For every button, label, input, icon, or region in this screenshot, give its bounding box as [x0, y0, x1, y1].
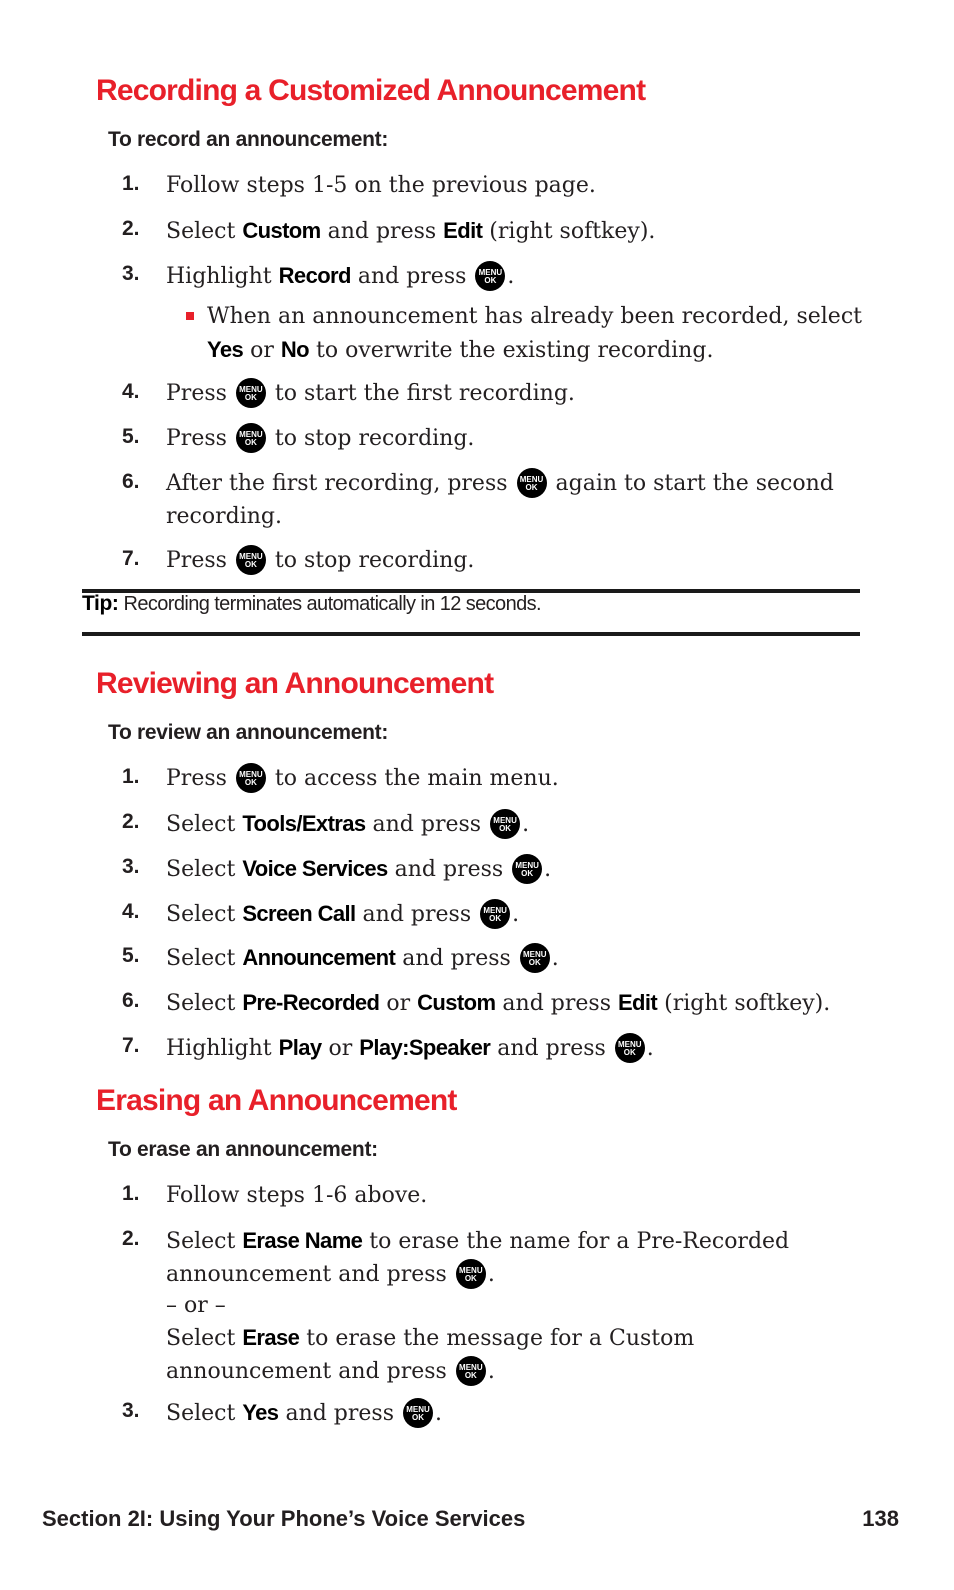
menu-ok-icon: MENU OK — [512, 854, 542, 884]
key-label: Voice Services — [242, 856, 388, 881]
tip-label: Tip: — [82, 592, 119, 615]
step-number: 6. — [122, 470, 140, 493]
step-text: again to start the second recording. — [166, 471, 834, 529]
step-text: or — [321, 1036, 360, 1061]
step-text: Select — [166, 857, 243, 882]
step-number: 4. — [122, 900, 140, 923]
step-text: Follow steps 1-6 above. — [166, 1183, 428, 1208]
key-label: Custom — [242, 218, 321, 243]
step-text: . — [522, 812, 530, 837]
step-text: and press — [320, 219, 444, 244]
step-number: 5. — [122, 944, 140, 967]
step-number: 2. — [122, 810, 140, 833]
step-text: Highlight — [166, 1036, 279, 1061]
step-number: 3. — [122, 855, 140, 878]
key-label: Yes — [207, 337, 244, 362]
key-label: No — [280, 337, 310, 362]
bullet-text: to overwrite the existing recording. — [309, 338, 714, 363]
step-text: to start the first recording. — [267, 381, 575, 406]
page-number: 138 — [862, 1506, 899, 1531]
step-text: Press — [166, 426, 234, 451]
step-text: and press — [365, 812, 489, 837]
footer-section-title: Section 2I: Using Your Phone’s Voice Services — [42, 1506, 526, 1531]
step-text: and press — [355, 902, 479, 927]
step-text: Select — [166, 1326, 243, 1351]
step-number: 2. — [122, 1227, 140, 1250]
step-text: Select — [166, 1229, 243, 1254]
step-text: or — [379, 991, 418, 1016]
key-label: Edit — [443, 218, 483, 243]
tip-text: Recording terminates automatically in 12 seconds. — [118, 593, 541, 615]
menu-ok-icon: MENU OK — [236, 763, 266, 793]
menu-ok-icon: MENU OK — [236, 378, 266, 408]
step-number: 5. — [122, 425, 140, 448]
step-text: . — [487, 1262, 495, 1287]
step-text: and press — [278, 1401, 401, 1426]
step-number: 1. — [122, 1182, 140, 1205]
or-separator: – or – — [166, 1293, 226, 1318]
step-text: (right softkey). — [657, 991, 831, 1016]
step-text: Select — [166, 902, 243, 927]
step-text: Select — [166, 219, 243, 244]
tip-box — [82, 592, 860, 616]
step-text: Select — [166, 946, 243, 971]
step-number: 2. — [122, 217, 140, 240]
key-label: Screen Call — [242, 901, 356, 926]
step-text: . — [507, 264, 515, 289]
recording-bullet-note — [207, 300, 867, 367]
key-label: Edit — [617, 990, 658, 1015]
step-text: Select — [166, 991, 243, 1016]
menu-ok-icon: MENU OK — [456, 1356, 486, 1386]
step-text: Press — [166, 381, 234, 406]
step-number: 7. — [122, 1034, 140, 1057]
step-text: . — [487, 1359, 495, 1384]
key-label: Play:Speaker — [359, 1035, 491, 1060]
step-text: After the first recording, press — [166, 471, 515, 496]
step-text: and press — [395, 946, 518, 971]
step-text: and press — [490, 1036, 613, 1061]
step-number: 3. — [122, 262, 140, 285]
key-label: Announcement — [242, 945, 396, 970]
menu-ok-icon: MENU OK — [403, 1398, 433, 1428]
step-text: to stop recording. — [267, 426, 475, 451]
menu-ok-icon: MENU OK — [475, 261, 505, 291]
erasing-subheading: To erase an announcement: — [108, 1138, 378, 1161]
step-text: to erase the name for a Pre-Recorded announcement and press — [166, 1229, 790, 1287]
bullet-text: When an announcement has already been recorded, select — [207, 304, 862, 329]
step-text: Select — [166, 812, 243, 837]
key-label: Record — [278, 263, 351, 288]
step-text: Press — [166, 548, 234, 573]
step-text: (right softkey). — [482, 219, 656, 244]
step-number: 3. — [122, 1399, 140, 1422]
step-text: and press — [387, 857, 511, 882]
key-label: Yes — [242, 1400, 279, 1425]
step-text: . — [544, 857, 552, 882]
menu-ok-icon: MENU OK — [480, 899, 510, 929]
key-label: Custom — [417, 990, 496, 1015]
step-number: 4. — [122, 380, 140, 403]
menu-ok-icon: MENU OK — [615, 1033, 645, 1063]
menu-ok-icon: MENU OK — [236, 545, 266, 575]
step-text: and press — [495, 991, 618, 1016]
key-label: Pre-Recorded — [242, 990, 380, 1015]
tip-bottom-rule — [82, 632, 860, 636]
bullet-square-icon — [186, 312, 194, 320]
key-label: Tools/Extras — [242, 811, 366, 836]
recording-subheading: To record an announcement: — [108, 128, 389, 151]
step-text: to erase the message for a Custom announcement and press — [166, 1326, 695, 1384]
menu-ok-icon: MENU OK — [490, 809, 520, 839]
recording-heading: Recording a Customized Announcement — [96, 74, 646, 107]
menu-ok-icon: MENU OK — [236, 423, 266, 453]
step-text: . — [551, 946, 559, 971]
bullet-text: or — [243, 338, 281, 363]
key-label: Erase Name — [242, 1228, 363, 1253]
step-text: Highlight — [166, 264, 279, 289]
step-text: Select — [166, 1401, 243, 1426]
step-text: to access the main menu. — [267, 766, 559, 791]
step-text: to stop recording. — [267, 548, 475, 573]
step-text: . — [435, 1401, 442, 1426]
key-label: Play — [278, 1035, 322, 1060]
step-number: 1. — [122, 765, 140, 788]
step-text: Follow steps 1-5 on the previous page. — [166, 173, 596, 198]
step-text: and press — [350, 264, 474, 289]
menu-ok-icon: MENU OK — [456, 1259, 486, 1289]
step-text: . — [646, 1036, 654, 1061]
menu-ok-icon: MENU OK — [517, 468, 547, 498]
step-number: 7. — [122, 547, 140, 570]
step-text: . — [512, 902, 520, 927]
step-text: Press — [166, 766, 234, 791]
step-number: 6. — [122, 989, 140, 1012]
step-number: 1. — [122, 172, 140, 195]
reviewing-heading: Reviewing an Announcement — [96, 667, 494, 700]
menu-ok-icon: MENU OK — [520, 943, 550, 973]
erasing-heading: Erasing an Announcement — [96, 1084, 457, 1117]
key-label: Erase — [242, 1325, 300, 1350]
reviewing-subheading: To review an announcement: — [108, 721, 389, 744]
